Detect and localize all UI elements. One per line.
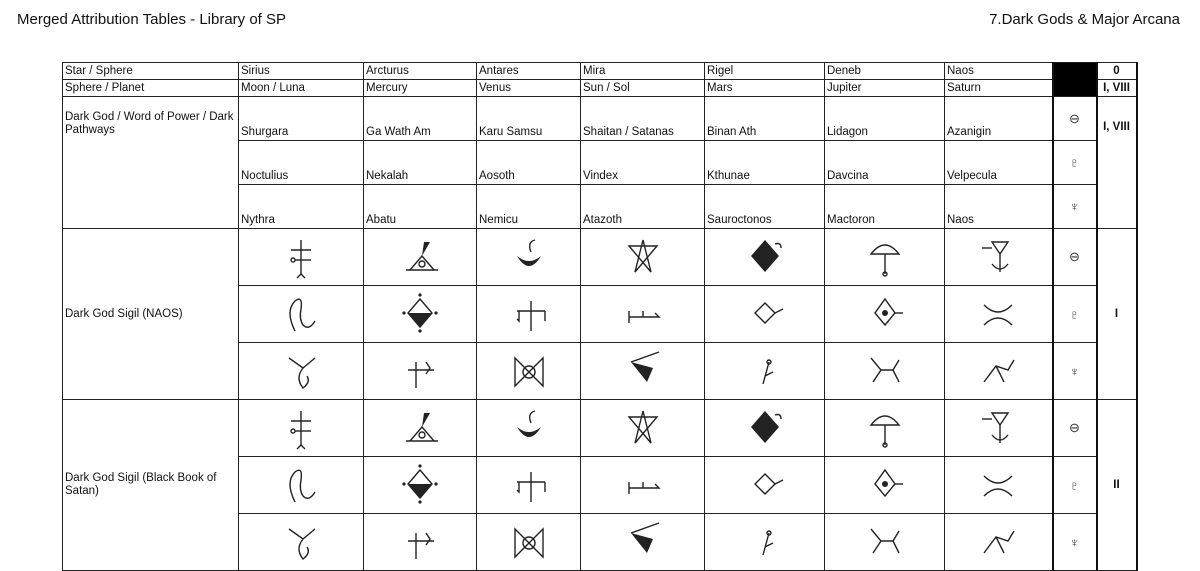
- sigil-icon: [364, 229, 477, 286]
- sigil-icon: [825, 457, 945, 514]
- sigil-icon: [705, 400, 825, 457]
- row-label: Star / Sphere: [63, 63, 239, 80]
- pluto-glyph-icon: ♇: [1053, 286, 1097, 343]
- cell: Velpecula: [945, 141, 1053, 185]
- sigil-icon: [705, 457, 825, 514]
- cell: Lidagon: [825, 97, 945, 141]
- sigil-icon: [239, 229, 364, 286]
- sigil-icon: [945, 514, 1053, 571]
- cross-planet-icon: ♆: [1053, 185, 1097, 229]
- cell: Mactoron: [825, 185, 945, 229]
- sigil-icon: [581, 514, 705, 571]
- sigil-icon: [239, 457, 364, 514]
- cell: Karu Samsu: [477, 97, 581, 141]
- pluto-glyph-icon: ♇: [1053, 141, 1097, 185]
- theta-planet-icon: ⊖: [1053, 400, 1097, 457]
- cell: Azanigin: [945, 97, 1053, 141]
- arcana-cell: II: [1097, 400, 1137, 571]
- row-sigil-naos-1: [63, 229, 1137, 286]
- theta-planet-icon: ⊖: [1053, 229, 1097, 286]
- cell: Mercury: [364, 80, 477, 97]
- sigil-icon: [364, 286, 477, 343]
- cell: Sirius: [239, 63, 364, 80]
- black-cell: [1053, 63, 1097, 97]
- cell: Arcturus: [364, 63, 477, 80]
- sigil-icon: [364, 343, 477, 400]
- sigil-icon: [705, 229, 825, 286]
- sigil-icon: [477, 343, 581, 400]
- cross-planet-icon: ♆: [1053, 514, 1097, 571]
- sigil-icon: [364, 400, 477, 457]
- sigil-icon: [945, 400, 1053, 457]
- cell: Shurgara: [239, 97, 364, 141]
- sigil-icon: [239, 286, 364, 343]
- cell: Naos: [945, 63, 1053, 80]
- cell: Rigel: [705, 63, 825, 80]
- arcana-cell: I: [1097, 229, 1137, 400]
- document-title: Merged Attribution Tables - Library of SP: [17, 11, 287, 28]
- cell: Ga Wath Am: [364, 97, 477, 141]
- row-star-sphere: [63, 63, 1137, 80]
- sigil-icon: [581, 286, 705, 343]
- cell: Mars: [705, 80, 825, 97]
- arcana-cell: I, VIII: [1097, 80, 1137, 97]
- sigil-icon: [945, 457, 1053, 514]
- attribution-table: [62, 62, 1138, 571]
- sigil-icon: [477, 286, 581, 343]
- sigil-icon: [825, 400, 945, 457]
- cell: Sauroctonos: [705, 185, 825, 229]
- sigil-icon: [477, 229, 581, 286]
- cell: Davcina: [825, 141, 945, 185]
- cell: Binan Ath: [705, 97, 825, 141]
- cross-planet-icon: ♆: [1053, 343, 1097, 400]
- cell: Jupiter: [825, 80, 945, 97]
- cell: Nemicu: [477, 185, 581, 229]
- cell: Moon / Luna: [239, 80, 364, 97]
- cell: Kthunae: [705, 141, 825, 185]
- sigil-icon: [825, 286, 945, 343]
- sigil-icon: [945, 286, 1053, 343]
- cell: Mira: [581, 63, 705, 80]
- row-label: Dark God Sigil (Black Book of Satan): [63, 400, 239, 571]
- sigil-icon: [477, 457, 581, 514]
- cell: Noctulius: [239, 141, 364, 185]
- cell: Shaitan / Satanas: [581, 97, 705, 141]
- cell: Saturn: [945, 80, 1053, 97]
- cell: Antares: [477, 63, 581, 80]
- cell: Deneb: [825, 63, 945, 80]
- sigil-icon: [477, 400, 581, 457]
- sigil-icon: [825, 514, 945, 571]
- pluto-glyph-icon: ♇: [1053, 457, 1097, 514]
- sigil-icon: [705, 286, 825, 343]
- sigil-icon: [477, 514, 581, 571]
- arcana-cell: I, VIII: [1097, 97, 1137, 229]
- sigil-icon: [239, 514, 364, 571]
- row-label: Sphere / Planet: [63, 80, 239, 97]
- sigil-icon: [825, 343, 945, 400]
- theta-planet-icon: ⊖: [1053, 97, 1097, 141]
- cell: Vindex: [581, 141, 705, 185]
- cell: Aosoth: [477, 141, 581, 185]
- section-title: 7.Dark Gods & Major Arcana: [989, 11, 1180, 28]
- row-label: Dark God Sigil (NAOS): [63, 229, 239, 400]
- row-label: Dark God / Word of Power / Dark Pathways: [63, 97, 239, 229]
- sigil-icon: [239, 400, 364, 457]
- sigil-icon: [705, 343, 825, 400]
- sigil-icon: [581, 400, 705, 457]
- cell: Sun / Sol: [581, 80, 705, 97]
- row-dark-god-1: [63, 97, 1137, 141]
- sigil-icon: [825, 229, 945, 286]
- cell: Atazoth: [581, 185, 705, 229]
- cell: Nythra: [239, 185, 364, 229]
- cell: Abatu: [364, 185, 477, 229]
- sigil-icon: [705, 514, 825, 571]
- arcana-cell: 0: [1097, 63, 1137, 80]
- cell: Nekalah: [364, 141, 477, 185]
- sigil-icon: [364, 457, 477, 514]
- sigil-icon: [239, 343, 364, 400]
- row-sphere-planet: [63, 80, 1137, 97]
- sigil-icon: [581, 343, 705, 400]
- cell: Venus: [477, 80, 581, 97]
- cell: Naos: [945, 185, 1053, 229]
- row-sigil-bbs-1: [63, 400, 1137, 457]
- sigil-icon: [945, 229, 1053, 286]
- sigil-icon: [364, 514, 477, 571]
- sigil-icon: [581, 229, 705, 286]
- sigil-icon: [581, 457, 705, 514]
- sigil-icon: [945, 343, 1053, 400]
